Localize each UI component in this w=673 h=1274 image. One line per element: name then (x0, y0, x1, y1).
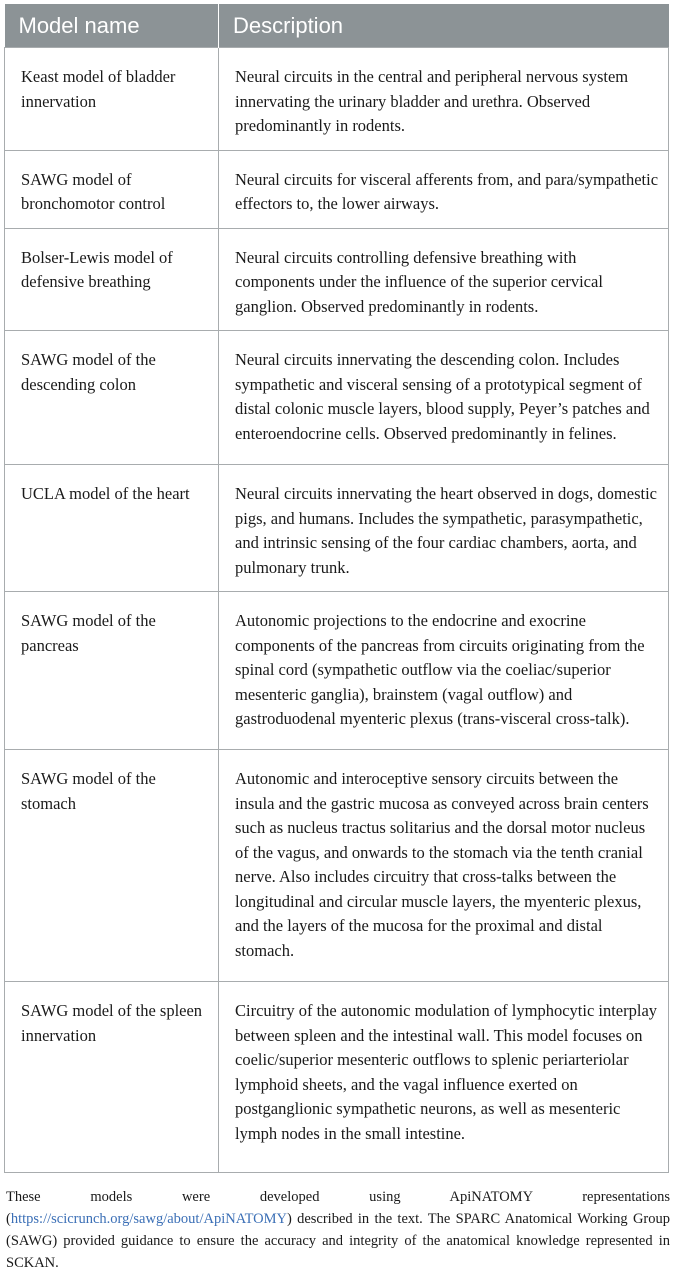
model-name-cell: Keast model of bladder innervation (5, 48, 219, 151)
table-row (5, 592, 669, 750)
description-cell: Autonomic projections to the endocrine and exocrine components of the pancreas from circuits originating from the spinal cord (sympathetic outflow via the coeliac/superior mesenteric ganglia), brainstem (vagal outflow) and gastroduodenal myenteric plexus (trans-visceral cross-talk). (219, 592, 669, 750)
table-row (5, 150, 669, 228)
models-table-container (4, 4, 668, 1173)
model-name-cell: UCLA model of the heart (5, 465, 219, 592)
description-cell: Autonomic and interoceptive sensory circuits between the insula and the gastric mucosa as conveyed across brain centers such as nucleus tractus solitarius and the dorsal motor nucleus of the vagus, and onwards to the stomach via the tenth cranial nerve. Also includes circuitry that cross-talks between the longitudinal and circular muscle layers, the myenteric plexus, and the layers of the mucosa for the proximal and distal stomach. (219, 750, 669, 982)
description-cell: Neural circuits in the central and peripheral nervous system innervating the urinary bladder and urethra. Observed predominantly in rodents. (219, 48, 669, 151)
table-row (5, 48, 669, 151)
description-cell: Neural circuits for visceral afferents from, and para/sympathetic effectors to, the lower airways. (219, 150, 669, 228)
table-header-row (5, 4, 669, 48)
apinatomy-link[interactable]: https://scicrunch.org/sawg/about/ApiNATOMY (10, 1210, 287, 1227)
table-row (5, 465, 669, 592)
description-cell: Neural circuits controlling defensive breathing with components under the influence of the superior cervical ganglion. Observed predominantly in rodents. (219, 228, 669, 331)
table-footnote (4, 1186, 670, 1274)
table-row (5, 982, 669, 1173)
model-name-cell: SAWG model of the stomach (5, 750, 219, 982)
model-name-cell: SAWG model of the spleen innervation (5, 982, 219, 1173)
description-cell: Neural circuits innervating the heart observed in dogs, domestic pigs, and humans. Includes the sympathetic, parasympathetic, and intrinsic sensing of the four cardiac chambers, aorta, and pulmonary trunk. (219, 465, 669, 592)
table-row (5, 331, 669, 465)
model-name-cell: SAWG model of the pancreas (5, 592, 219, 750)
footnote-text-end: ) described in the text. The SPARC Anatomical Working Group (SAWG) provided guidance to ensure the accuracy and integrity of the anatomical knowledge represented in SCKAN. (6, 1210, 670, 1271)
description-cell: Circuitry of the autonomic modulation of lymphocytic interplay between spleen and the intestinal wall. This model focuses on coelic/superior mesenteric outflows to splenic periarteriolar lymphoid sheets, and the vagal influence exerted on postganglionic sympathetic neurons, as well as mesenteric lymph nodes in the small intestine. (219, 982, 669, 1173)
model-name-cell: SAWG model of the descending colon (5, 331, 219, 465)
table-row (5, 228, 669, 331)
footnote-text-start: These models were developed using ApiNATOMY representations ( (6, 1188, 670, 1227)
column-header-description: Description (219, 4, 669, 48)
model-name-cell: SAWG model of bronchomotor control (5, 150, 219, 228)
model-name-cell: Bolser-Lewis model of defensive breathing (5, 228, 219, 331)
column-header-model-name: Model name (5, 4, 219, 48)
table-row (5, 750, 669, 982)
description-cell: Neural circuits innervating the descending colon. Includes sympathetic and visceral sensing of a prototypical segment of distal colonic muscle layers, blood supply, Peyer’s patches and enteroendocrine cells. Observed predominantly in felines. (219, 331, 669, 465)
models-table (4, 4, 669, 1173)
